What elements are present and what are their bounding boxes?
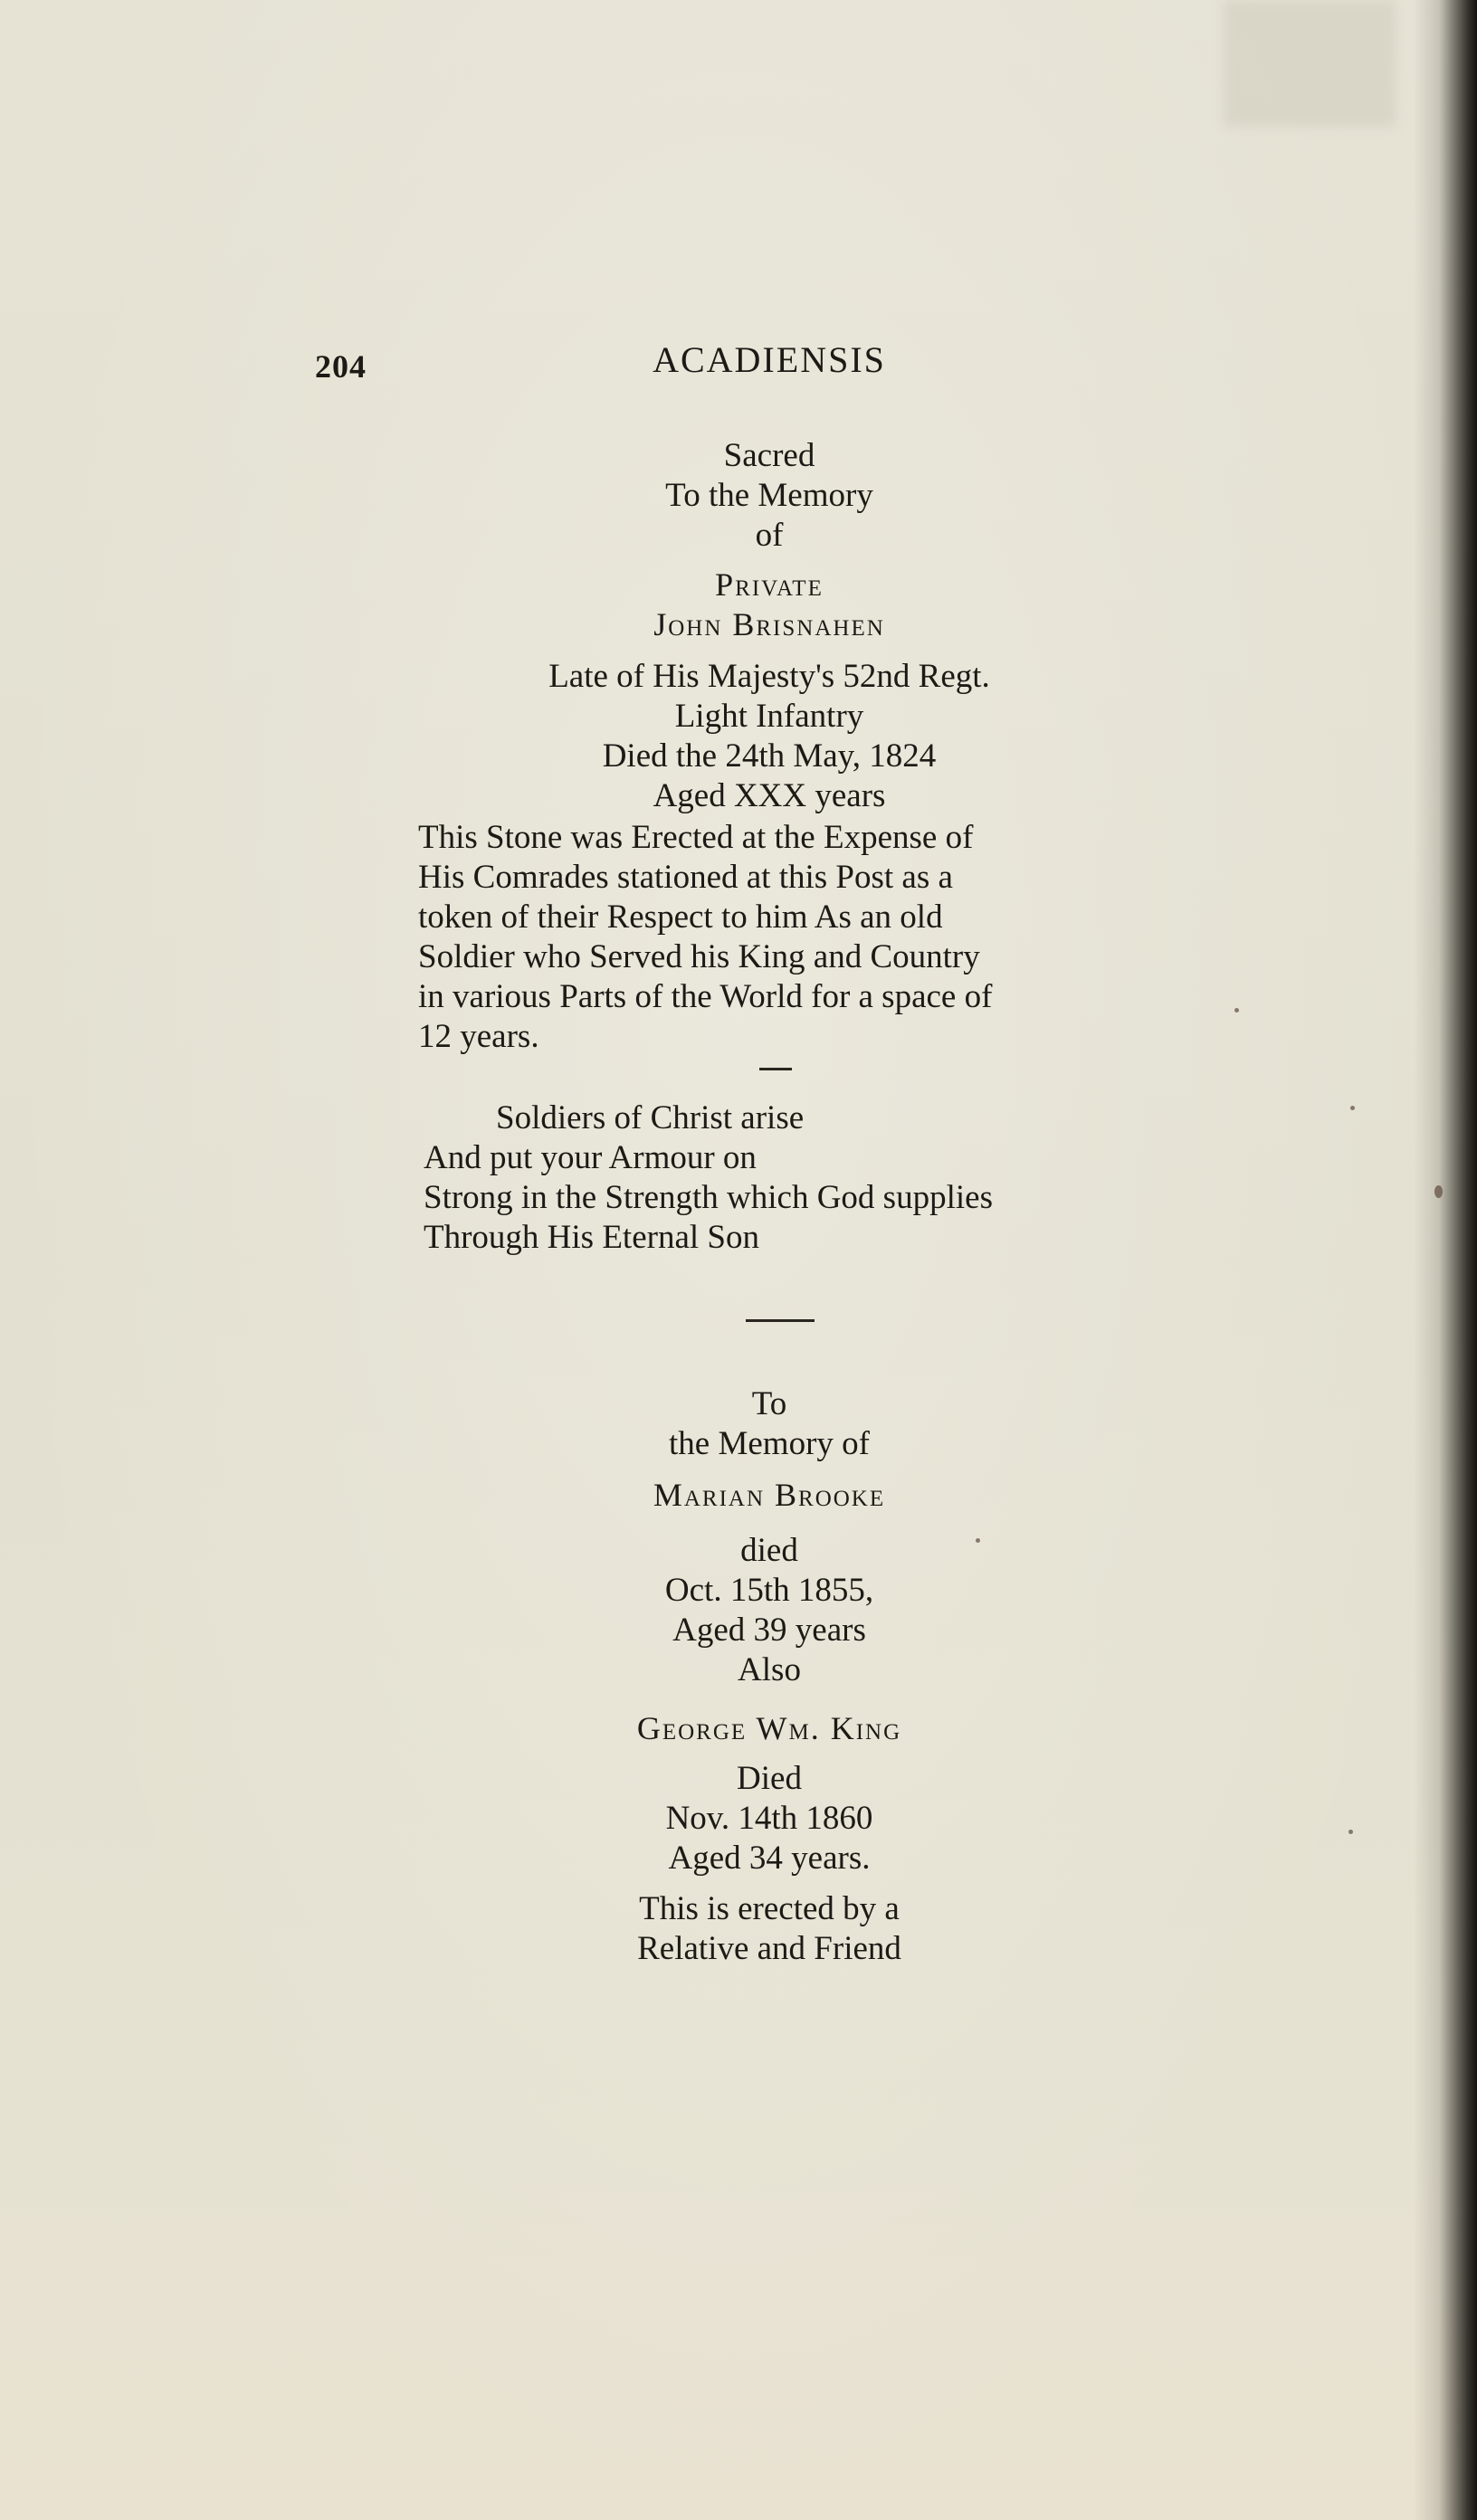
soldier-name: John Brisnahen [653, 606, 885, 642]
inscription-line: token of their Respect to him As an old [418, 899, 943, 936]
inscription-line: Soldier who Served his King and Country [418, 938, 980, 975]
epitaph-2-erected [0, 1889, 1477, 1969]
journal-title: ACADIENSIS [653, 339, 886, 380]
epitaph-line: Sacred [723, 437, 815, 474]
paper-speck [1234, 1008, 1239, 1013]
age-line: Aged 39 years [672, 1612, 866, 1649]
short-dash-divider [759, 1068, 792, 1070]
paper-stain [1224, 0, 1396, 127]
epitaph-2-details-2 [0, 1759, 1477, 1878]
epitaph-2-name-2 [0, 1708, 1477, 1748]
death-line: Died the 24th May, 1824 [602, 737, 937, 775]
died-line: died [740, 1532, 798, 1569]
soldier-rank: Private [715, 566, 824, 603]
epitaph-1-details [0, 657, 1477, 816]
also-line: Also [738, 1651, 801, 1688]
inscription-line: His Comrades stationed at this Post as a [418, 859, 953, 896]
inscription-line: 12 years. [418, 1018, 539, 1055]
died-line: Died [737, 1760, 802, 1797]
inscription-line: This Stone was Erected at the Expense of [418, 819, 974, 856]
verse-line: Through His Eternal Son [424, 1219, 759, 1256]
date-line: Nov. 14th 1860 [665, 1800, 873, 1837]
paper-speck [1350, 1106, 1355, 1110]
epitaph-2-name-1 [0, 1475, 1477, 1515]
epitaph-line: of [755, 517, 784, 554]
erected-inscription [418, 818, 1131, 1057]
epitaph-line: the Memory of [669, 1425, 870, 1462]
erected-line: This is erected by a [639, 1890, 900, 1927]
deceased-name: George Wm. King [636, 1710, 902, 1746]
epitaph-line: To the Memory [665, 477, 873, 514]
epitaph-1-name-block [0, 565, 1477, 644]
epitaph-2-details-1 [0, 1531, 1477, 1690]
section-divider-rule [746, 1319, 815, 1322]
verse-line: Soldiers of Christ arise [496, 1099, 805, 1136]
epitaph-1-heading [0, 436, 1477, 556]
age-line: Aged XXX years [653, 777, 886, 814]
age-line: Aged 34 years. [668, 1840, 871, 1877]
hymn-verse [424, 1098, 993, 1258]
epitaph-2-heading [0, 1384, 1477, 1464]
verse-line: Strong in the Strength which God supplies [424, 1179, 993, 1216]
inscription-line: in various Parts of the World for a space of [418, 978, 993, 1015]
regiment-line: Late of His Majesty's 52nd Regt. [548, 658, 990, 695]
paper-speck [1434, 1185, 1443, 1198]
verse-line: And put your Armour on [424, 1139, 757, 1176]
unit-line: Light Infantry [674, 698, 864, 735]
date-line: Oct. 15th 1855, [664, 1572, 874, 1609]
running-head [0, 335, 1477, 389]
erected-line: Relative and Friend [637, 1930, 901, 1967]
deceased-name: Marian Brooke [653, 1477, 886, 1513]
epitaph-line: To [751, 1385, 787, 1422]
page-number: 204 [315, 348, 367, 385]
